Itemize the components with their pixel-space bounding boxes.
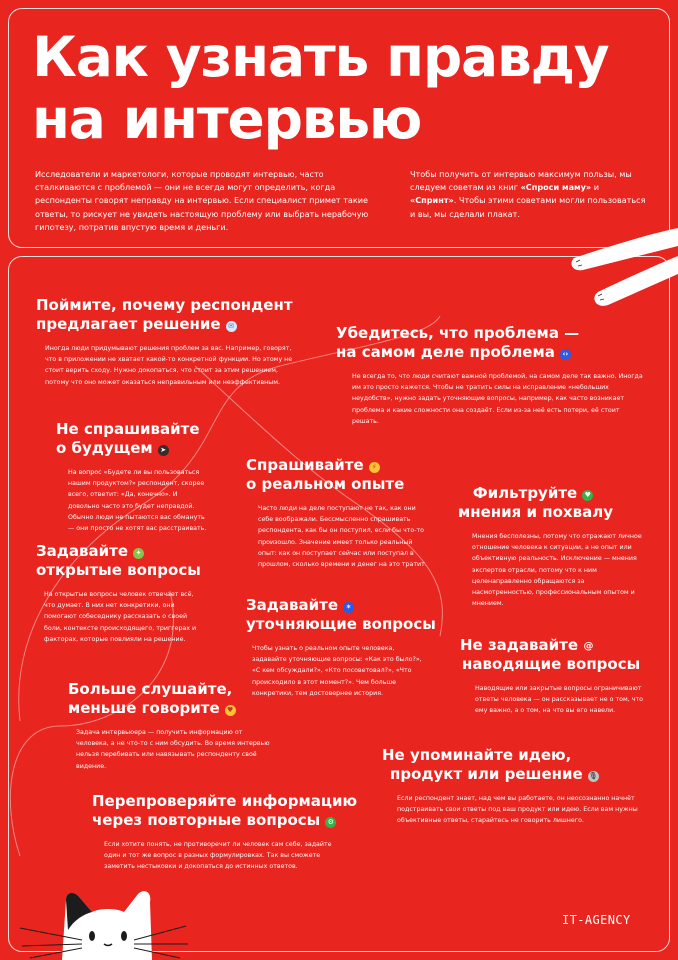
sparkle-icon: ✦ (133, 548, 144, 559)
tip-listen-more (68, 680, 268, 772)
book-sprint: «Спринт» (410, 195, 454, 206)
tip-text: Не всегда то, что люди считают важной проблемой, на самом деле так важно. Иногда им это просто кажется. Чтобы не тратить силы на исправление «небольших неудобств», нужно задать уточняющие вопросы, например, как часто возникает проблема и какие сложности она создаёт. Если из-за неё есть потери, её стоит решать. (352, 373, 643, 425)
tip-text: Часто люди на деле поступают не так, как они себе воображали. Бессмысленно спрашивать респондента, как бы он поступил, если бы что-то произошло. Значение имеет только реальный опыт: как он поступает сейчас или поступал в прошлом, сколько времени и денег на это тратит. (258, 505, 427, 569)
tip-text: Иногда люди придумывают решения проблем за вас. Например, говорят, что в приложении не хватает какой-то конкретной функции. Но этому не стоит верить сходу. Нужно докопаться, что стоит за этим решением, потому что оно может оказаться неправильным или неэффективным. (45, 345, 293, 386)
page-title (32, 26, 608, 150)
book-ask-mom: «Спроси маму» (520, 182, 592, 193)
title-line-1: Как узнать правду (32, 25, 609, 89)
tip-real-experience (246, 456, 436, 570)
tip-no-leading-questions (460, 636, 660, 717)
code-icon: ‹› (560, 349, 571, 360)
tip-text: Если хотите понять, не противоречит ли человек сам себе, задайте один и тот же вопрос в разных формулировках. Так вы сможете заметить нестыковки и докопаться до истинных ответов. (104, 841, 332, 871)
tip-heading: Поймите, почему респондент предлагает решение ✉ (36, 296, 293, 333)
tip-heading: Задавайте ✦ открытые вопросы (36, 542, 201, 579)
tip-clarifying-questions (246, 596, 436, 699)
tip-heading: Больше слушайте, меньше говорите ♥ (68, 680, 268, 718)
tip-text: Мнения бесполезны, потому что отражают личное отношение человека к ситуации, а не опыт или объективную реальность. Исключение — мнения экспертов отрасли, потому что к ним целенаправленно обращаются за насмотренностью, профессиональным опытом и мнением. (472, 533, 642, 608)
tip-filter-opinions (458, 484, 658, 609)
heart-icon: ♥ (582, 490, 593, 501)
microphone-icon: 🎙 (588, 772, 598, 780)
tip-heading: Задавайте ✶ уточняющие вопросы (246, 596, 436, 633)
heart-outline-icon: ♥ (225, 705, 236, 716)
tip-open-questions (36, 542, 206, 645)
tip-text: Наводящие или закрытые вопросы ограничивают ответы человека — он рассказывает не о том, что ему важно, а о том, на что вы его навели. (475, 685, 643, 715)
tip-text: Если респондент знает, над чем вы работаете, он неосознанно начнёт подстраивать свои ответы под ваш продукт или идею. Если вам нужны объективные ответы, старайтесь не говорить лишнего. (397, 795, 638, 825)
at-sign-icon: @ (583, 641, 594, 652)
brand-logo: IT-AGENCY (562, 913, 631, 927)
title-line-2: на интервью (32, 87, 422, 151)
intro-left-paragraph: Исследователи и маркетологи, которые проводят интервью, часто сталкиваются с проблемой — они не всегда могут определить, когда респонденты говорят неправду на интервью. Если специалист примет такие ответы, то рискует не увидеть настоящую проблему или выбрать нерабочую гипотезу, потратив впустую время и деньги. (35, 169, 369, 232)
tip-heading: Перепроверяйте информацию через повторные вопросы ⚙ (92, 792, 358, 829)
tip-no-idea-mention (382, 746, 662, 827)
tip-heading: Спрашивайте ⚡ о реальном опыте (246, 456, 405, 493)
tip-understand-solution (36, 296, 326, 388)
tip-verify-problem (336, 324, 656, 427)
cat-paws-illustration (568, 210, 678, 320)
tip-text: На вопрос «Будете ли вы пользоваться нашим продуктом?» респондент, скорее всего, ответит: «Да, конечно». И довольно часто это будет неправдой. Обычно люди не пытаются вас обмануть — они просто не хотят вас расстраивать. (68, 469, 207, 533)
tip-recheck-info (92, 792, 358, 873)
tip-no-future-questions (56, 420, 226, 534)
tip-text: Задача интервьюера — получить информацию от человека, а не что-то с ним обсудить. Во время интервью нельзя перебивать или навязывать респонденту своё видение. (76, 729, 270, 770)
tip-heading: Убедитесь, что проблема — на самом деле проблема ‹› (336, 324, 580, 361)
cat-illustration (0, 880, 190, 960)
intro-right-paragraph: Чтобы получить от интервью максимум пользы, мы следуем советам из книг «Спроси маму» и «Спринт». Чтобы этими советами могли пользоваться и вы, мы сделали плакат. (410, 169, 646, 219)
tip-heading: Фильтруйте ♥ мнения и похвалу (458, 484, 613, 521)
send-arrow-icon: ➤ (158, 445, 169, 456)
tip-text: Чтобы узнать о реальном опыте человека, задавайте уточняющие вопросы: «Как это было?», «С кем обсуждали?», «Кто посоветовал?», «Что происходило в этот момент?». Чем больше конкретики, тем достовернее история. (252, 645, 422, 697)
gear-icon: ⚙ (325, 817, 336, 828)
tip-heading: Не упоминайте идею, продукт или решение 🎙 (382, 746, 598, 783)
tip-heading: Не задавайте @ наводящие вопросы (460, 636, 641, 673)
star-icon: ✶ (343, 602, 354, 613)
chat-icon: ✉ (226, 321, 237, 332)
tip-text: На открытые вопросы человек отвечает всё, что думает. В них нет конкретики, они помогают собеседнику рассказать о своей боли, контексте происходящего, триггерах и факторах, которые повлияли на решение. (44, 591, 197, 643)
tip-heading: Не спрашивайте о будущем ➤ (56, 420, 200, 457)
lightning-icon: ⚡ (369, 462, 380, 473)
